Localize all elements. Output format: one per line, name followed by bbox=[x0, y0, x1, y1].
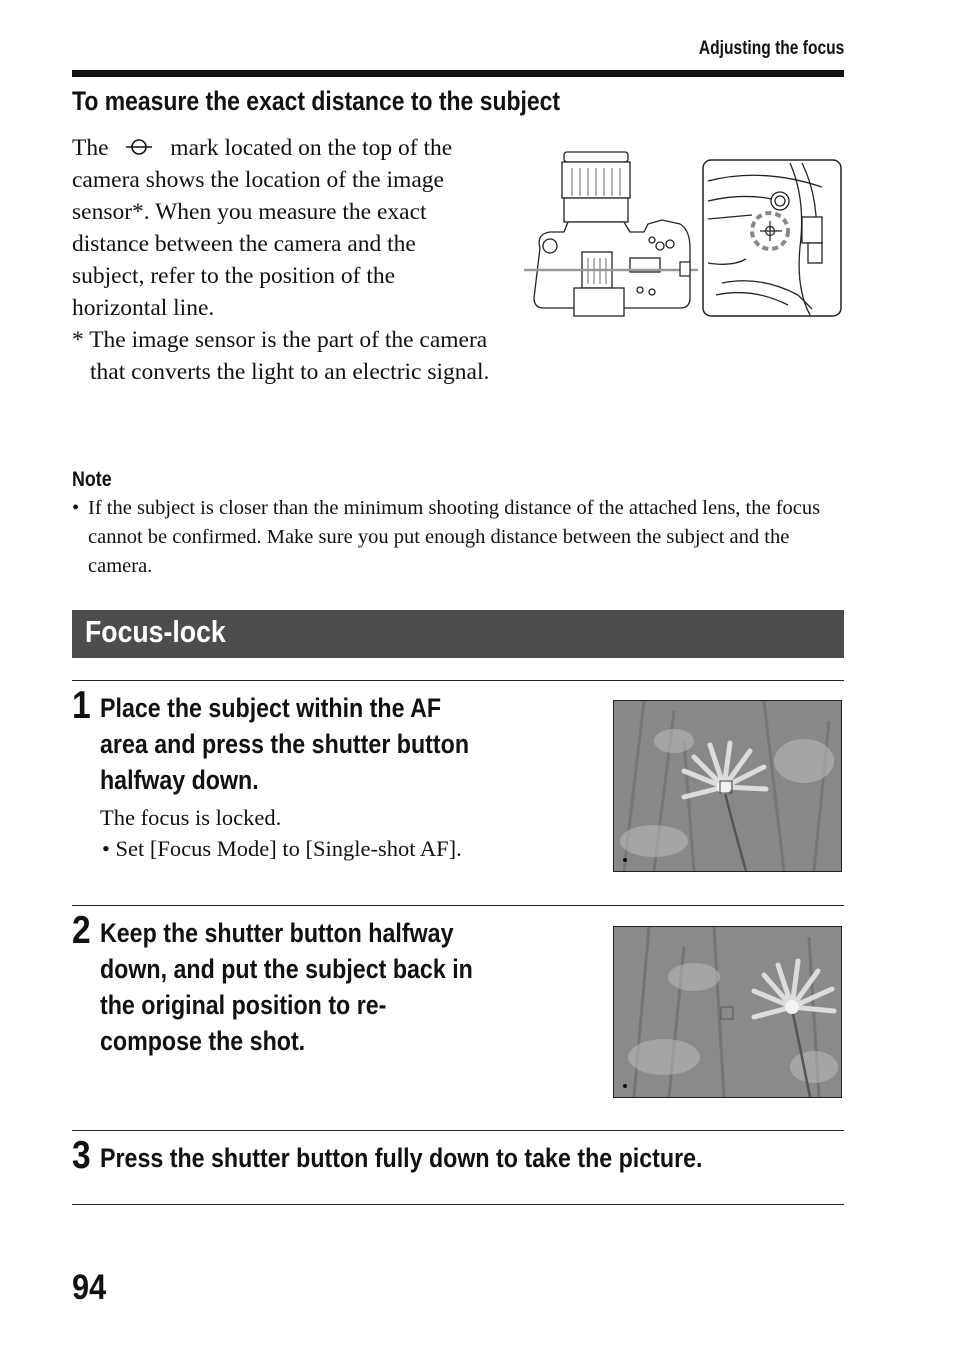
step-2-title-line: down, and put the subject back in bbox=[100, 954, 473, 984]
top-rule bbox=[72, 70, 844, 77]
step-2-title-line: the original position to re- bbox=[100, 990, 387, 1020]
step-1-title-line: Place the subject within the AF bbox=[100, 693, 442, 723]
focus-lock-banner bbox=[72, 610, 844, 658]
intro-text bbox=[72, 132, 492, 388]
step-1-bullet: • Set [Focus Mode] to [Single-shot AF]. bbox=[102, 836, 462, 861]
step-1-rule bbox=[72, 680, 844, 681]
step-2-title-line: compose the shot. bbox=[100, 1026, 306, 1056]
image-sensor-mark-icon bbox=[114, 137, 164, 157]
note-text bbox=[72, 494, 847, 581]
step-1-body bbox=[100, 802, 462, 864]
note-body: If the subject is closer than the minimum shooting distance of the attached lens, the focus cannot be confirmed. Make sure you put enough distance between the subject and the camera. bbox=[88, 497, 821, 577]
step-1-title-line: halfway down. bbox=[100, 765, 259, 795]
intro-text-rest: mark located on the top of the camera shows the location of the image sensor*. When you measure the exact distance between the camera and the subject, refer to the position of the horizontal line. bbox=[72, 135, 453, 321]
step-3-rule bbox=[72, 1130, 844, 1131]
banner-title: Focus-lock bbox=[85, 614, 226, 649]
step-1-photo-flower-focused bbox=[613, 700, 842, 872]
step-1-title bbox=[100, 690, 469, 798]
section-heading: To measure the exact distance to the subject bbox=[72, 86, 561, 116]
page-number: 94 bbox=[72, 1268, 107, 1307]
step-3-title-line: Press the shutter button fully down to take the picture. bbox=[100, 1143, 703, 1173]
step-3-number: 3 bbox=[72, 1134, 91, 1177]
note-title: Note bbox=[72, 468, 112, 491]
step-2-title-line: Keep the shutter button halfway bbox=[100, 918, 454, 948]
footnote: * The image sensor is the part of the camera that converts the light to an electric signal. bbox=[72, 327, 490, 385]
camera-top-view-illustration bbox=[520, 148, 702, 320]
step-2-title bbox=[100, 915, 473, 1059]
step-2-rule bbox=[72, 905, 844, 906]
step-1-body-text: The focus is locked. bbox=[100, 805, 282, 830]
step-1-title-line: area and press the shutter button bbox=[100, 729, 470, 759]
running-head: Adjusting the focus bbox=[698, 38, 844, 59]
bottom-rule bbox=[72, 1204, 844, 1205]
step-2-photo-flower-recomposed bbox=[613, 926, 842, 1098]
image-sensor-mark-detail-illustration bbox=[702, 159, 842, 317]
step-2-number: 2 bbox=[72, 909, 91, 952]
note-bullet: • bbox=[72, 497, 80, 519]
step-3-title bbox=[100, 1140, 702, 1176]
step-1-number: 1 bbox=[72, 684, 91, 727]
intro-text-start: The bbox=[72, 135, 109, 161]
